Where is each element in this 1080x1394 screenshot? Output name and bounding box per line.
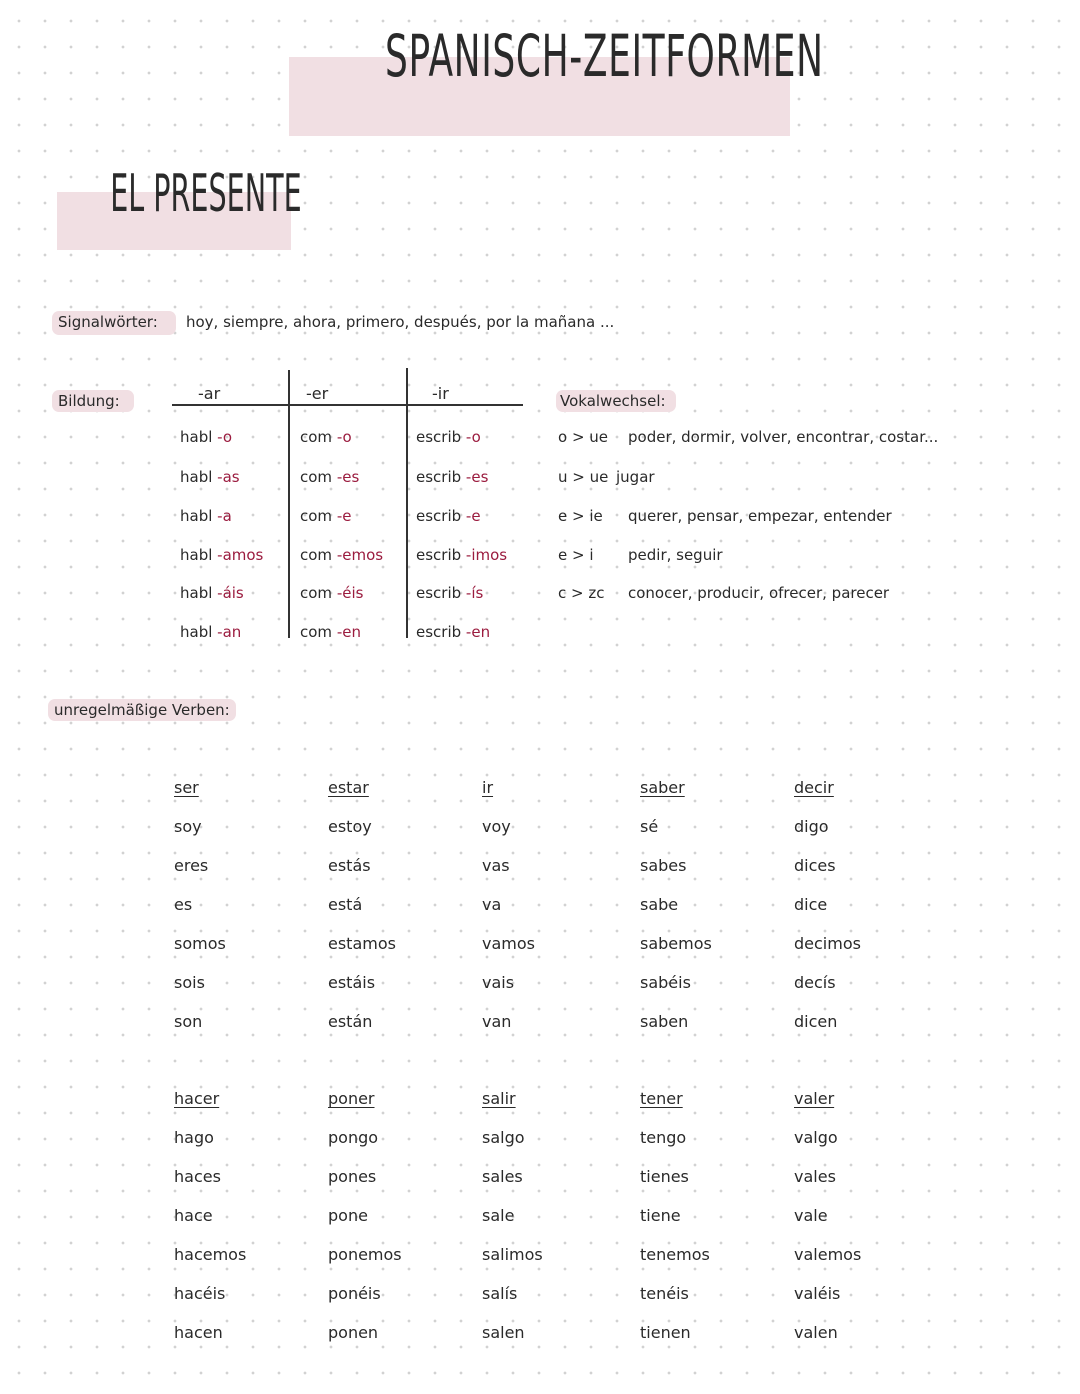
verb-form: tienes (640, 1167, 689, 1186)
verb-form: pone (328, 1206, 368, 1225)
verb-form: vais (482, 973, 515, 992)
conjugation-stem: com (300, 546, 337, 564)
conjugation-stem: com (300, 468, 337, 486)
verb-form: hago (174, 1128, 214, 1147)
verb-form: dicen (794, 1012, 838, 1031)
conjugation-form (180, 468, 240, 486)
conjugation-form (180, 428, 232, 446)
verb-form: son (174, 1012, 203, 1031)
conjugation-form (180, 623, 241, 641)
conjugation-form (300, 507, 351, 525)
conjugation-ending: -en (336, 623, 361, 641)
conjugation-form (300, 584, 363, 602)
conjugation-stem: escrib (416, 428, 466, 446)
vokal-change: c > zc (558, 584, 605, 602)
conjugation-ending: -en (465, 623, 491, 641)
vokal-verbs: pedir, seguir (628, 546, 723, 564)
verb-form: dice (794, 895, 828, 914)
conjugation-form (180, 584, 244, 602)
irregular-label: unregelmäßige Verben: (54, 701, 230, 719)
verb-form: sales (482, 1167, 523, 1186)
verb-form: haces (174, 1167, 221, 1186)
verb-form: vas (482, 856, 510, 875)
conjugation-stem: escrib (416, 546, 466, 564)
verb-form: hacemos (174, 1245, 247, 1264)
verb-form: hace (174, 1206, 213, 1225)
conjugation-stem: habl (180, 428, 218, 446)
verb-infinitive: decir (794, 778, 834, 797)
conjugation-stem: escrib (416, 584, 466, 602)
verb-infinitive: hacer (174, 1089, 220, 1108)
conjugation-ending: -a (217, 507, 232, 525)
conjugation-stem: escrib (416, 623, 466, 641)
verb-infinitive: saber (640, 778, 685, 797)
section-title: EL PRESENTE (110, 164, 302, 224)
verb-form: vamos (482, 934, 535, 953)
conjugation-stem: habl (180, 546, 218, 564)
signal-label: Signalwörter: (58, 313, 158, 331)
verb-form: tengo (640, 1128, 687, 1147)
verb-form: tenéis (640, 1284, 689, 1303)
table-divider-2 (406, 368, 408, 638)
vokal-verbs: poder, dormir, volver, encontrar, costar... (628, 428, 939, 446)
conjugation-stem: habl (180, 507, 218, 525)
verb-infinitive: tener (640, 1089, 683, 1108)
verb-infinitive: ser (174, 778, 199, 797)
verb-form: decís (794, 973, 836, 992)
verb-form: va (482, 895, 502, 914)
conjugation-form (416, 507, 481, 525)
verb-form: valemos (794, 1245, 862, 1264)
column-header-er: -er (306, 384, 329, 403)
bildung-label: Bildung: (58, 392, 120, 410)
verb-infinitive: estar (328, 778, 369, 797)
verb-form: hacéis (174, 1284, 226, 1303)
conjugation-ending: -es (336, 468, 360, 486)
conjugation-form (300, 428, 352, 446)
verb-form: sabéis (640, 973, 691, 992)
verb-form: digo (794, 817, 829, 836)
conjugation-form (416, 546, 507, 564)
conjugation-stem: habl (180, 623, 218, 641)
signal-text: hoy, siempre, ahora, primero, después, por la mañana ... (186, 313, 615, 331)
conjugation-ending: -an (217, 623, 242, 641)
conjugation-ending: -o (217, 428, 233, 446)
conjugation-stem: habl (180, 468, 218, 486)
verb-form: sois (174, 973, 205, 992)
verb-form: ponéis (328, 1284, 381, 1303)
conjugation-ending: -éis (336, 584, 364, 602)
conjugation-ending: -amos (217, 546, 264, 564)
verb-form: está (328, 895, 363, 914)
verb-form: vale (794, 1206, 828, 1225)
verb-form: pongo (328, 1128, 379, 1147)
conjugation-stem: escrib (416, 468, 466, 486)
conjugation-ending: -o (465, 428, 481, 446)
verb-form: somos (174, 934, 226, 953)
conjugation-form (416, 468, 488, 486)
conjugation-form (416, 584, 483, 602)
verb-infinitive: salir (482, 1089, 516, 1108)
conjugation-ending: -áis (217, 584, 244, 602)
conjugation-ending: -imos (465, 546, 508, 564)
conjugation-ending: -ís (465, 584, 484, 602)
verb-form: estoy (328, 817, 372, 836)
page-title: SPANISCH-ZEITFORMEN (385, 22, 824, 90)
verb-form: tienen (640, 1323, 691, 1342)
verb-form: valéis (794, 1284, 841, 1303)
verb-form: sale (482, 1206, 515, 1225)
verb-form: valgo (794, 1128, 838, 1147)
conjugation-ending: -e (336, 507, 352, 525)
verb-form: tiene (640, 1206, 681, 1225)
conjugation-form (180, 546, 263, 564)
verb-form: soy (174, 817, 202, 836)
verb-form: sé (640, 817, 659, 836)
conjugation-ending: -as (217, 468, 240, 486)
verb-form: eres (174, 856, 209, 875)
verb-form: sabes (640, 856, 687, 875)
verb-infinitive: ir (482, 778, 494, 797)
conjugation-stem: com (300, 507, 337, 525)
vokal-verbs: querer, pensar, empezar, entender (628, 507, 892, 525)
verb-form: salís (482, 1284, 518, 1303)
table-horizontal-line (172, 404, 523, 406)
vokal-change: e > i (558, 546, 594, 564)
vokal-change: u > ue (558, 468, 609, 486)
column-header-ir: -ir (432, 384, 449, 403)
conjugation-form (416, 623, 490, 641)
column-header-ar: -ar (198, 384, 221, 403)
conjugation-ending: -emos (336, 546, 384, 564)
verb-form: valen (794, 1323, 838, 1342)
verb-form: estamos (328, 934, 396, 953)
conjugation-stem: habl (180, 584, 218, 602)
verb-form: ponemos (328, 1245, 402, 1264)
vokal-change: o > ue (558, 428, 609, 446)
verb-form: salimos (482, 1245, 543, 1264)
verb-form: vales (794, 1167, 836, 1186)
verb-form: van (482, 1012, 512, 1031)
verb-form: sabe (640, 895, 679, 914)
conjugation-form (300, 623, 361, 641)
vokalwechsel-label: Vokalwechsel: (560, 392, 666, 410)
verb-form: están (328, 1012, 373, 1031)
verb-form: saben (640, 1012, 689, 1031)
verb-form: pones (328, 1167, 377, 1186)
conjugation-stem: com (300, 623, 337, 641)
verb-form: voy (482, 817, 511, 836)
verb-form: decimos (794, 934, 861, 953)
conjugation-form (300, 546, 383, 564)
verb-form: salgo (482, 1128, 525, 1147)
conjugation-ending: -es (465, 468, 489, 486)
conjugation-ending: -e (465, 507, 481, 525)
table-divider-1 (288, 370, 290, 638)
verb-form: tenemos (640, 1245, 710, 1264)
vokal-change: e > ie (558, 507, 603, 525)
conjugation-form (416, 428, 481, 446)
conjugation-stem: com (300, 428, 337, 446)
verb-infinitive: poner (328, 1089, 375, 1108)
verb-infinitive: valer (794, 1089, 835, 1108)
verb-form: salen (482, 1323, 525, 1342)
verb-form: es (174, 895, 193, 914)
verb-form: sabemos (640, 934, 712, 953)
verb-form: ponen (328, 1323, 379, 1342)
conjugation-stem: com (300, 584, 337, 602)
verb-form: hacen (174, 1323, 223, 1342)
vokal-verbs: conocer, producir, ofrecer, parecer (628, 584, 890, 602)
conjugation-stem: escrib (416, 507, 466, 525)
verb-form: dices (794, 856, 836, 875)
verb-form: estáis (328, 973, 376, 992)
vokal-verbs: jugar (616, 468, 655, 486)
conjugation-form (180, 507, 232, 525)
conjugation-ending: -o (336, 428, 352, 446)
verb-form: estás (328, 856, 371, 875)
conjugation-form (300, 468, 359, 486)
